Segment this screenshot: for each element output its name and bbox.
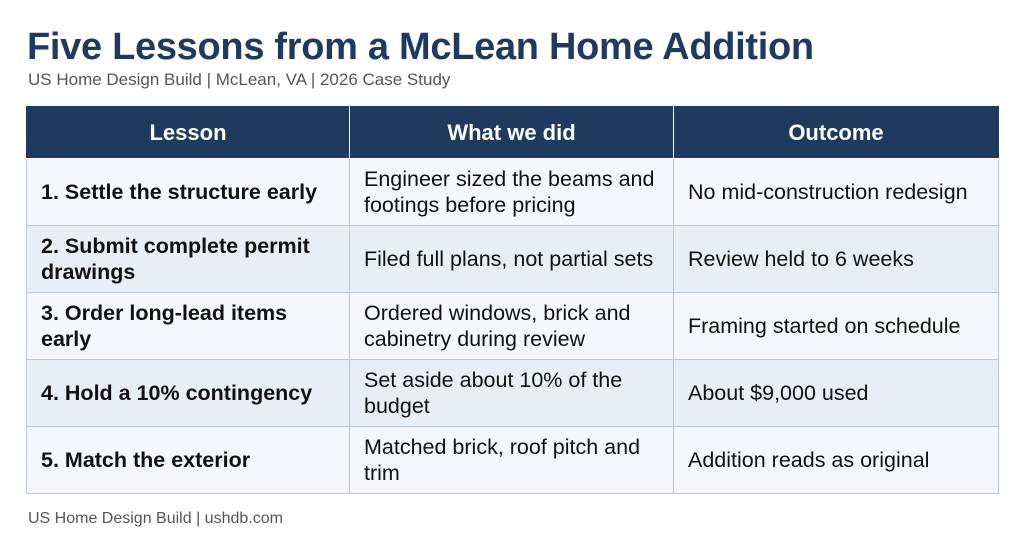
table-row — [27, 293, 999, 360]
footer-credit: US Home Design Build | ushdb.com — [28, 510, 283, 527]
action-cell: Set aside about 10% of the budget — [350, 360, 674, 427]
table-body — [27, 159, 999, 494]
outcome-cell: Addition reads as original — [674, 427, 999, 494]
lesson-cell: 1. Settle the structure early — [27, 159, 350, 226]
lesson-cell: 2. Submit complete permit drawings — [27, 226, 350, 293]
lesson-cell: 4. Hold a 10% contingency — [27, 360, 350, 427]
column-header-outcome: Outcome — [674, 107, 999, 159]
table-row — [27, 159, 999, 226]
table-row — [27, 226, 999, 293]
lesson-cell: 5. Match the exterior — [27, 427, 350, 494]
outcome-cell: Framing started on schedule — [674, 293, 999, 360]
action-cell: Matched brick, roof pitch and trim — [350, 427, 674, 494]
outcome-cell: About $9,000 used — [674, 360, 999, 427]
lesson-cell: 3. Order long-lead items early — [27, 293, 350, 360]
column-header-lesson: Lesson — [27, 107, 350, 159]
action-cell: Filed full plans, not partial sets — [350, 226, 674, 293]
page-subtitle: US Home Design Build | McLean, VA | 2026 Case Study — [28, 70, 451, 89]
table-row — [27, 360, 999, 427]
action-cell: Ordered windows, brick and cabinetry during review — [350, 293, 674, 360]
action-cell: Engineer sized the beams and footings before pricing — [350, 159, 674, 226]
outcome-cell: No mid-construction redesign — [674, 159, 999, 226]
column-header-what-we-did: What we did — [350, 107, 674, 159]
table-header-row — [27, 107, 999, 159]
table-header — [27, 107, 999, 159]
table-row — [27, 427, 999, 494]
page-title: Five Lessons from a McLean Home Addition — [27, 26, 814, 68]
outcome-cell: Review held to 6 weeks — [674, 226, 999, 293]
lessons-table — [26, 106, 999, 494]
